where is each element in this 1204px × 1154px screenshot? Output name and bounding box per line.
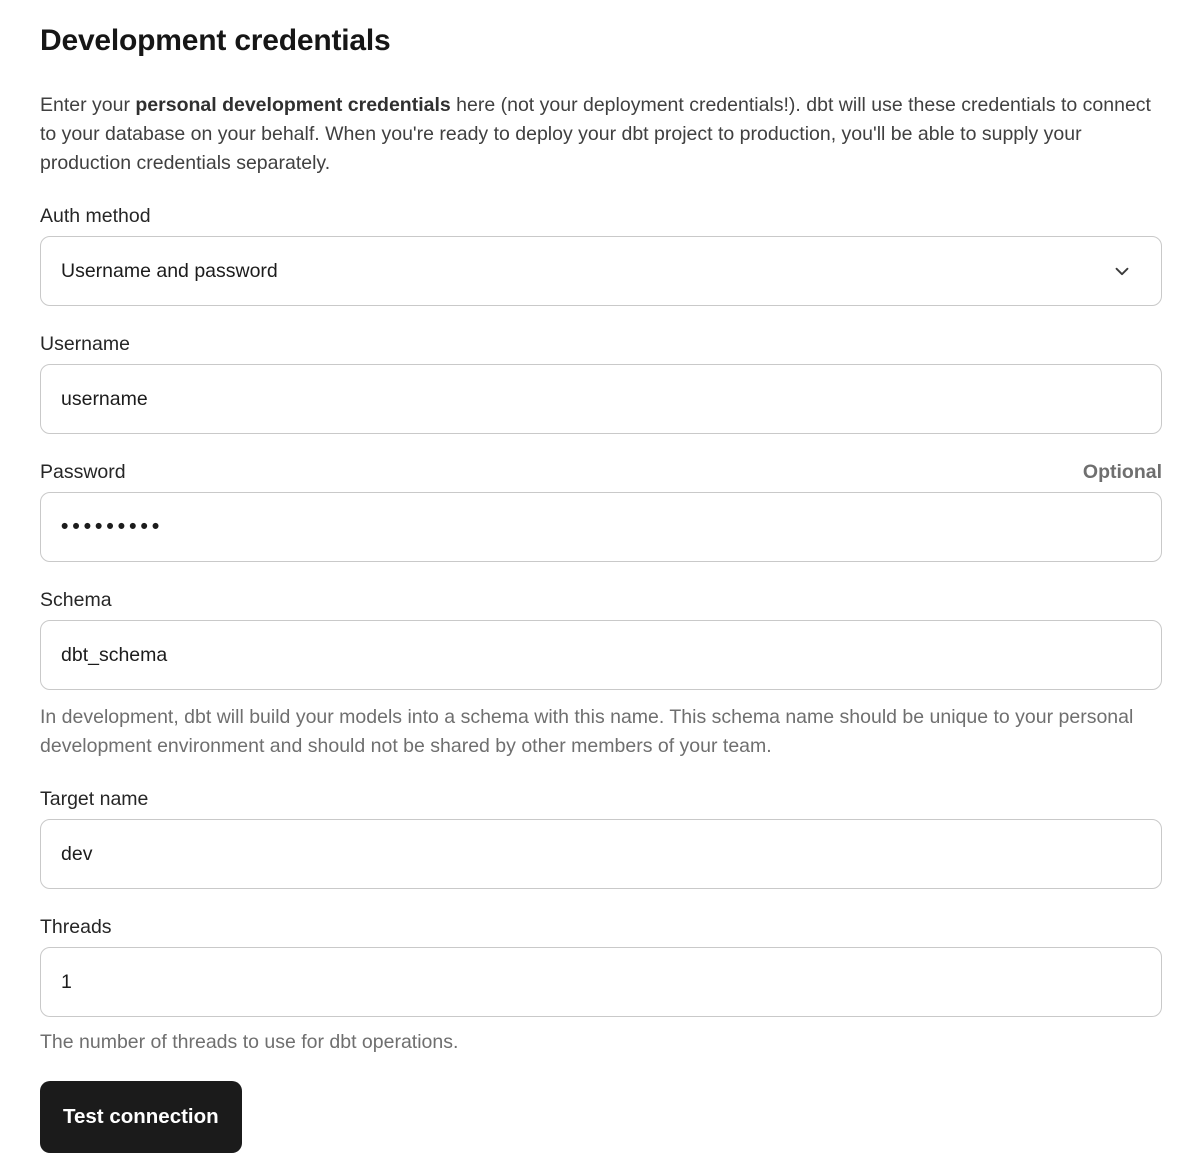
auth-method-selected-value: Username and password bbox=[61, 259, 278, 282]
intro-paragraph bbox=[40, 91, 1162, 178]
schema-field-group bbox=[40, 589, 1162, 761]
threads-help-text: The number of threads to use for dbt operations. bbox=[40, 1031, 459, 1053]
auth-method-select[interactable] bbox=[40, 236, 1162, 306]
auth-method-field-group bbox=[40, 205, 1162, 306]
schema-input[interactable] bbox=[40, 620, 1162, 690]
intro-bold-text: personal development credentials bbox=[135, 94, 451, 116]
optional-badge: Optional bbox=[1082, 461, 1162, 483]
threads-label: Threads bbox=[40, 916, 112, 938]
intro-text-after: here (not your deployment credentials!). dbt will use these credentials to connect to your database on your behalf. When you're ready to deploy your dbt project to production, you'll be able to supply your production credentials separately. bbox=[40, 94, 1151, 174]
auth-method-label: Auth method bbox=[40, 205, 151, 227]
username-field-group bbox=[40, 333, 1162, 434]
schema-label: Schema bbox=[40, 589, 112, 611]
schema-help-text: In development, dbt will build your models into a schema with this name. This schema name should be unique to your personal development environment and should not be shared by other members of your team. bbox=[40, 706, 1134, 757]
username-label: Username bbox=[40, 333, 130, 355]
test-connection-button[interactable]: Test connection bbox=[40, 1081, 242, 1153]
page-title: Development credentials bbox=[40, 24, 391, 57]
password-label: Password bbox=[40, 461, 126, 483]
target-name-field-group bbox=[40, 788, 1162, 889]
threads-input[interactable] bbox=[40, 947, 1162, 1017]
target-name-label: Target name bbox=[40, 788, 149, 810]
intro-text-before: Enter your bbox=[40, 94, 136, 116]
password-field-group bbox=[40, 461, 1162, 562]
chevron-down-icon bbox=[1111, 260, 1133, 282]
password-input[interactable] bbox=[40, 492, 1162, 562]
username-input[interactable] bbox=[40, 364, 1162, 434]
target-name-input[interactable] bbox=[40, 819, 1162, 889]
threads-field-group bbox=[40, 916, 1162, 1057]
